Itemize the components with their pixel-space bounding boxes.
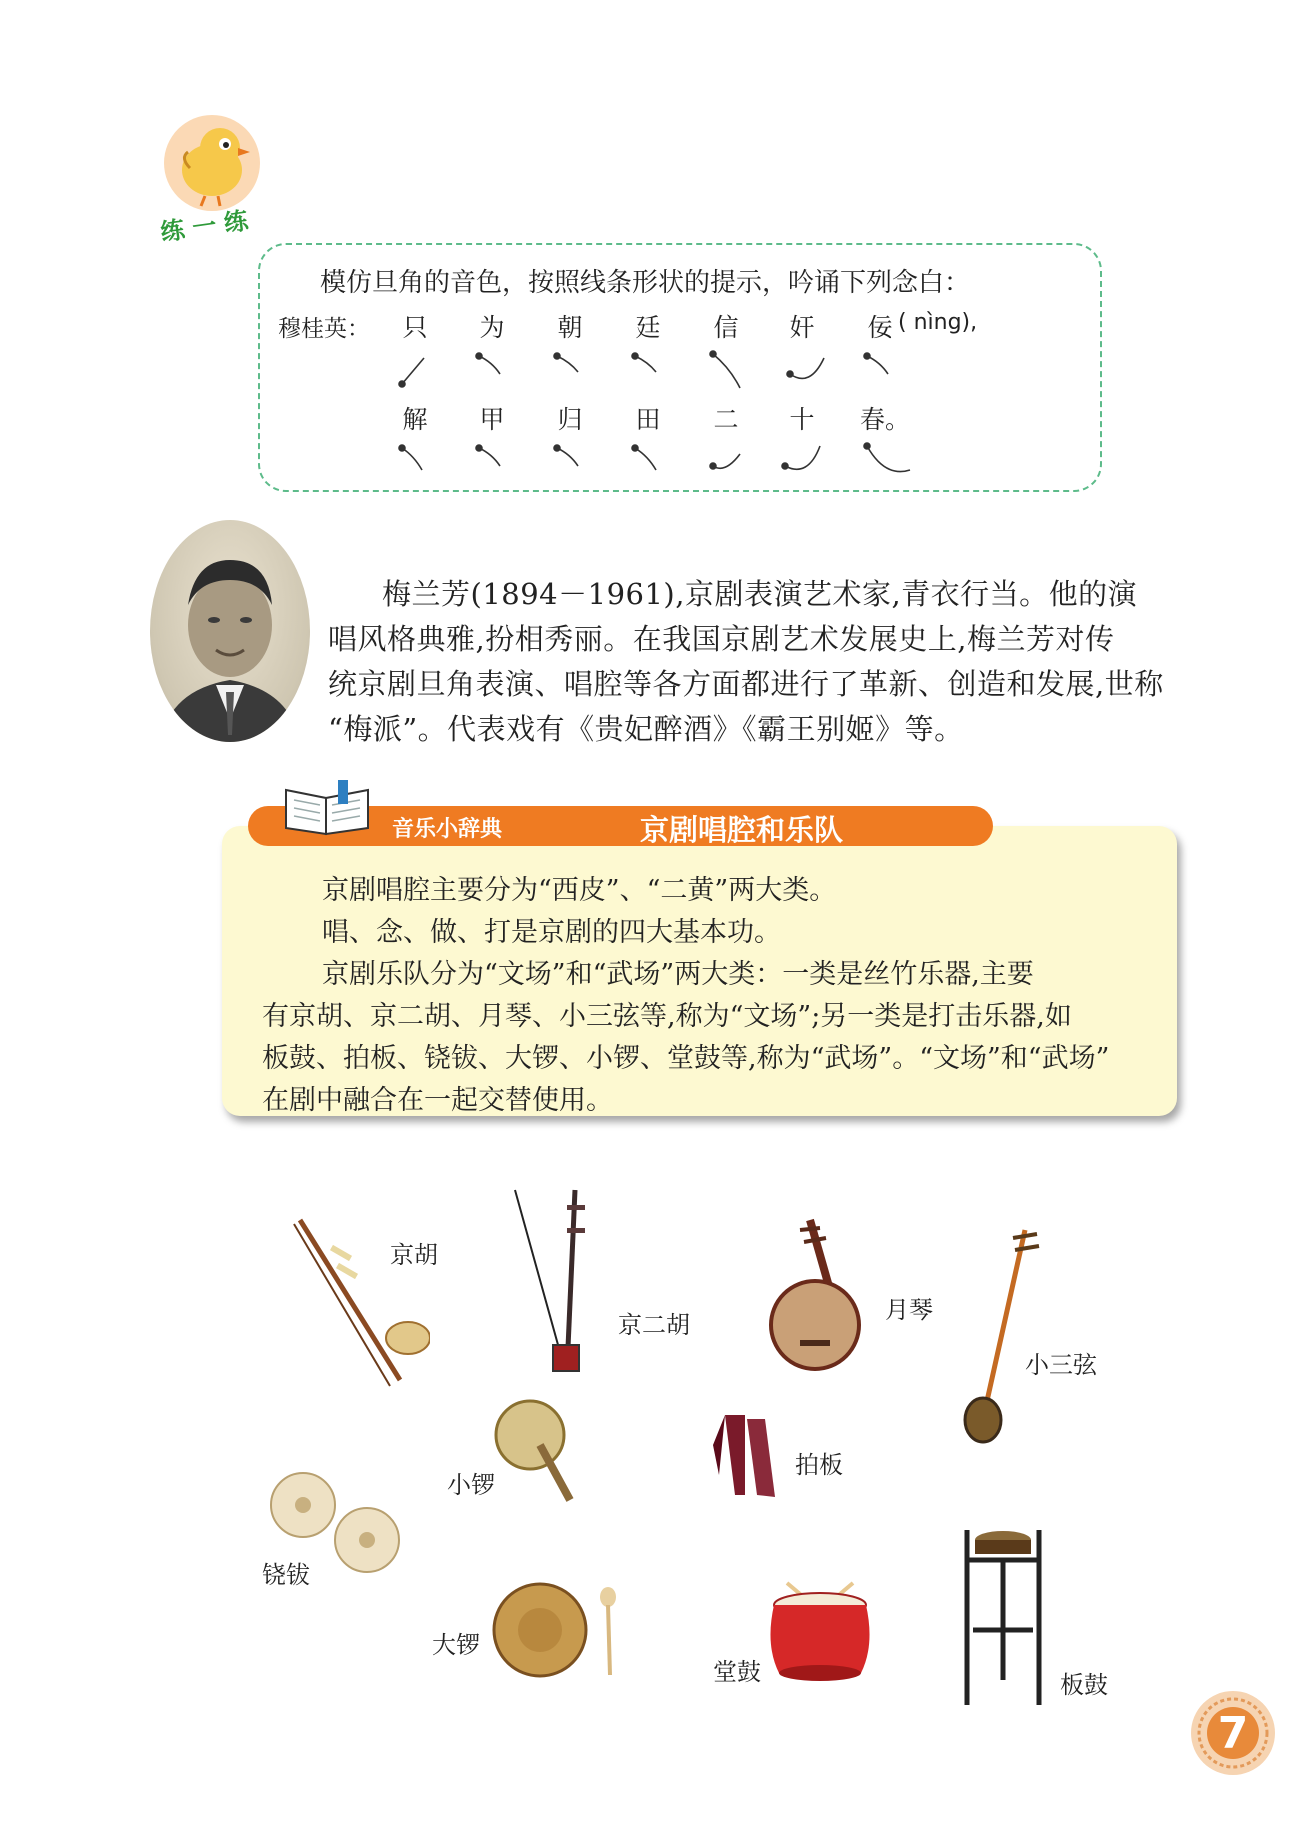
dictionary-line: 京剧唱腔主要分为“西皮”、“二黄”两大类。	[322, 875, 837, 906]
naobo-label: 铙钹	[262, 1561, 310, 1589]
dictionary-line: 唱、念、做、打是京剧的四大基本功。	[322, 917, 781, 948]
yueqin-image	[760, 1210, 870, 1380]
jingerhu-label: 京二胡	[618, 1311, 690, 1339]
dictionary-title: 京剧唱腔和乐队	[640, 813, 844, 847]
line2-char: 归	[557, 405, 583, 434]
line2-contour-marks	[380, 440, 940, 485]
dictionary-line: 板鼓、拍板、铙钹、大锣、小锣、堂鼓等,称为“武场”。“文场”和“武场”	[262, 1043, 1110, 1074]
line2-char: 十	[789, 405, 815, 434]
dictionary-line: 京剧乐队分为“文场”和“武场”两大类：一类是丝竹乐器,主要	[322, 959, 1034, 990]
xiaoluo-image	[490, 1395, 590, 1505]
xiaosanxian-label: 小三弦	[1025, 1351, 1097, 1379]
line1-char: 信	[713, 313, 739, 342]
bio-line: 梅兰芳(1894－1961),京剧表演艺术家,青衣行当。他的演	[382, 577, 1138, 611]
practice-badge-label: 练一练	[158, 205, 258, 247]
line1-char: 佞	[867, 313, 893, 342]
yueqin-label: 月琴	[885, 1296, 933, 1324]
paiban-image	[705, 1405, 785, 1505]
bangu-image	[955, 1520, 1055, 1710]
bangu-label: 板鼓	[1060, 1671, 1108, 1699]
line1-char: 奸	[789, 313, 815, 342]
jingerhu-image	[505, 1180, 605, 1380]
portrait-photo	[150, 520, 310, 742]
dictionary-line: 有京胡、京二胡、月琴、小三弦等,称为“文场”;另一类是打击乐器,如	[262, 1001, 1072, 1032]
bio-line: 唱风格典雅,扮相秀丽。在我国京剧艺术发展史上,梅兰芳对传	[328, 622, 1115, 656]
tanggu-label: 堂鼓	[713, 1658, 761, 1686]
bio-line: “梅派”。代表戏有《贵妃醉酒》《霸王别姬》等。	[328, 712, 964, 746]
line1-char: 廷	[635, 313, 661, 342]
line1-contour-marks	[380, 348, 940, 393]
practice-instruction: 模仿旦角的音色，按照线条形状的提示，吟诵下列念白：	[320, 268, 971, 298]
page-number: 7	[1217, 1708, 1249, 1759]
daluo-image	[490, 1575, 625, 1685]
line2-char: 二	[713, 405, 739, 434]
daluo-label: 大锣	[432, 1631, 480, 1659]
tanggu-image	[765, 1565, 875, 1685]
speaker-label: 穆桂英：	[278, 316, 370, 342]
jinghu-label: 京胡	[390, 1241, 438, 1269]
line2-char: 春。	[860, 405, 911, 434]
bio-line: 统京剧旦角表演、唱腔等各方面都进行了革新、创造和发展,世称	[328, 667, 1164, 701]
paiban-label: 拍板	[795, 1451, 843, 1479]
xiaoluo-label: 小锣	[447, 1471, 495, 1499]
dictionary-line: 在剧中融合在一起交替使用。	[262, 1085, 613, 1116]
line2-char: 田	[635, 405, 661, 434]
line2-char: 甲	[479, 405, 505, 434]
xiaosanxian-image	[955, 1220, 1065, 1450]
line1-char: 朝	[557, 313, 583, 342]
line1-char: 只	[402, 313, 428, 342]
pinyin-annotation: ( nìng),	[898, 310, 978, 335]
dictionary-label: 音乐小辞典	[392, 817, 503, 842]
line2-char: 解	[402, 405, 428, 434]
line1-char: 为	[479, 313, 505, 342]
open-book-icon	[282, 778, 372, 840]
